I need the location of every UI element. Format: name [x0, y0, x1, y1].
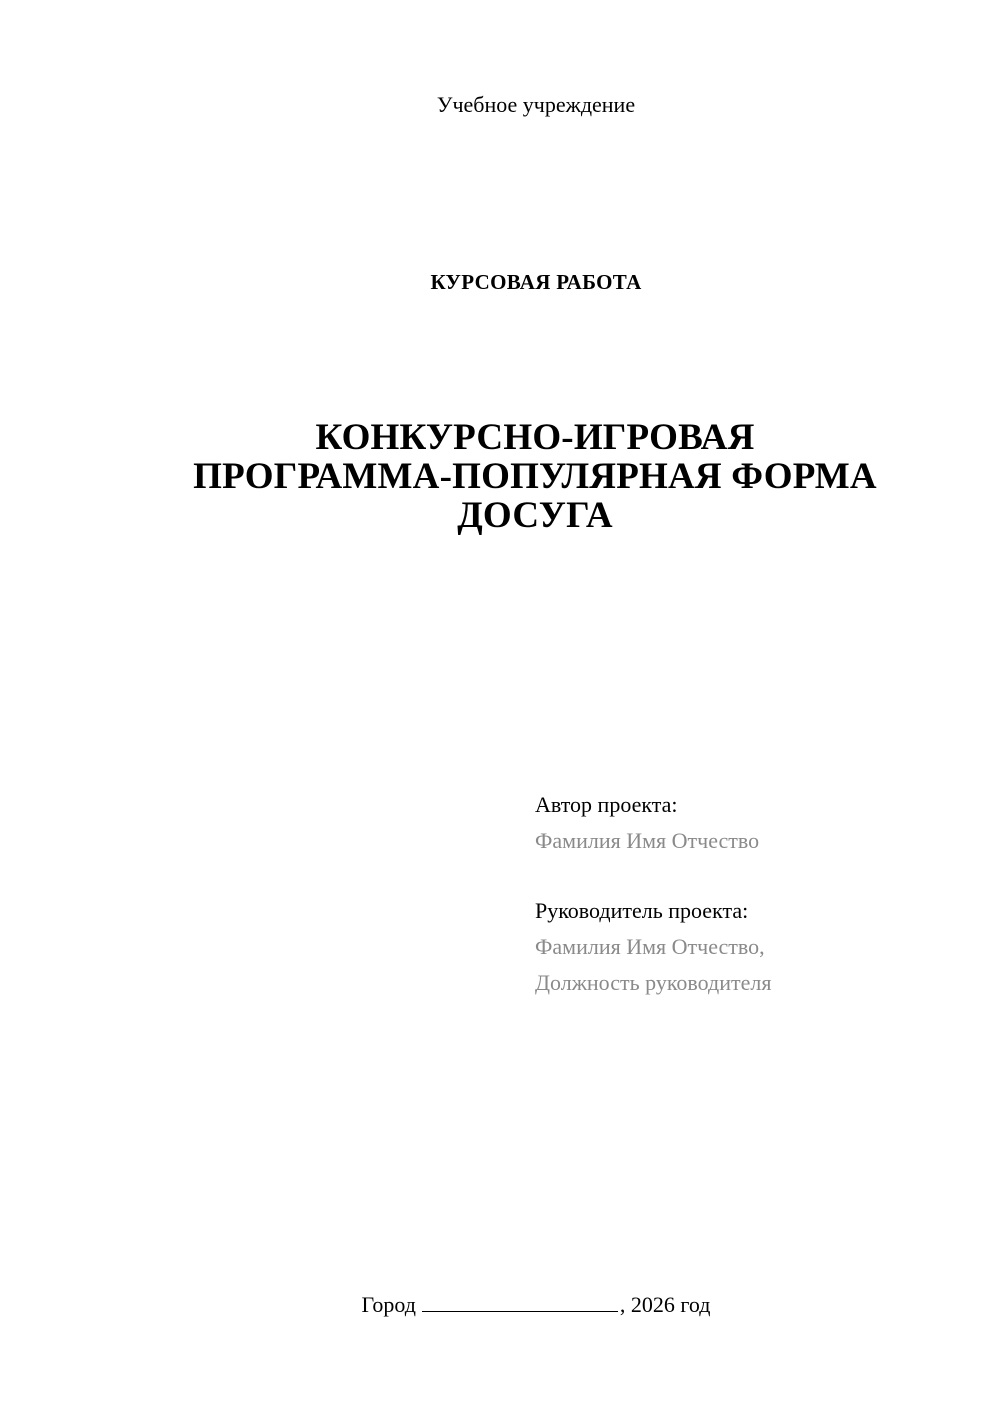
work-title	[160, 418, 910, 535]
supervisor-label: Руководитель проекта:	[535, 898, 749, 923]
work-title-line: КОНКУРСНО-ИГРОВАЯ	[315, 417, 755, 458]
supervisor-position: Должность руководителя	[535, 970, 772, 995]
author-name: Фамилия Имя Отчество	[535, 828, 760, 853]
city-label: Город	[361, 1292, 416, 1317]
spacer	[535, 859, 975, 893]
author-label: Автор проекта:	[535, 792, 678, 817]
year-text: , 2026 год	[619, 1292, 711, 1317]
city-year-line	[0, 1289, 1000, 1321]
document-type: КУРСОВАЯ РАБОТА	[430, 270, 642, 294]
project-info-block	[535, 787, 975, 1001]
institution-name: Учебное учреждение	[436, 92, 636, 117]
work-title-line: ПРОГРАММА-ПОПУЛЯРНАЯ ФОРМА	[193, 456, 877, 497]
supervisor-name: Фамилия Имя Отчество,	[535, 934, 765, 959]
work-title-line: ДОСУГА	[457, 495, 613, 536]
city-blank-line	[422, 1291, 618, 1312]
